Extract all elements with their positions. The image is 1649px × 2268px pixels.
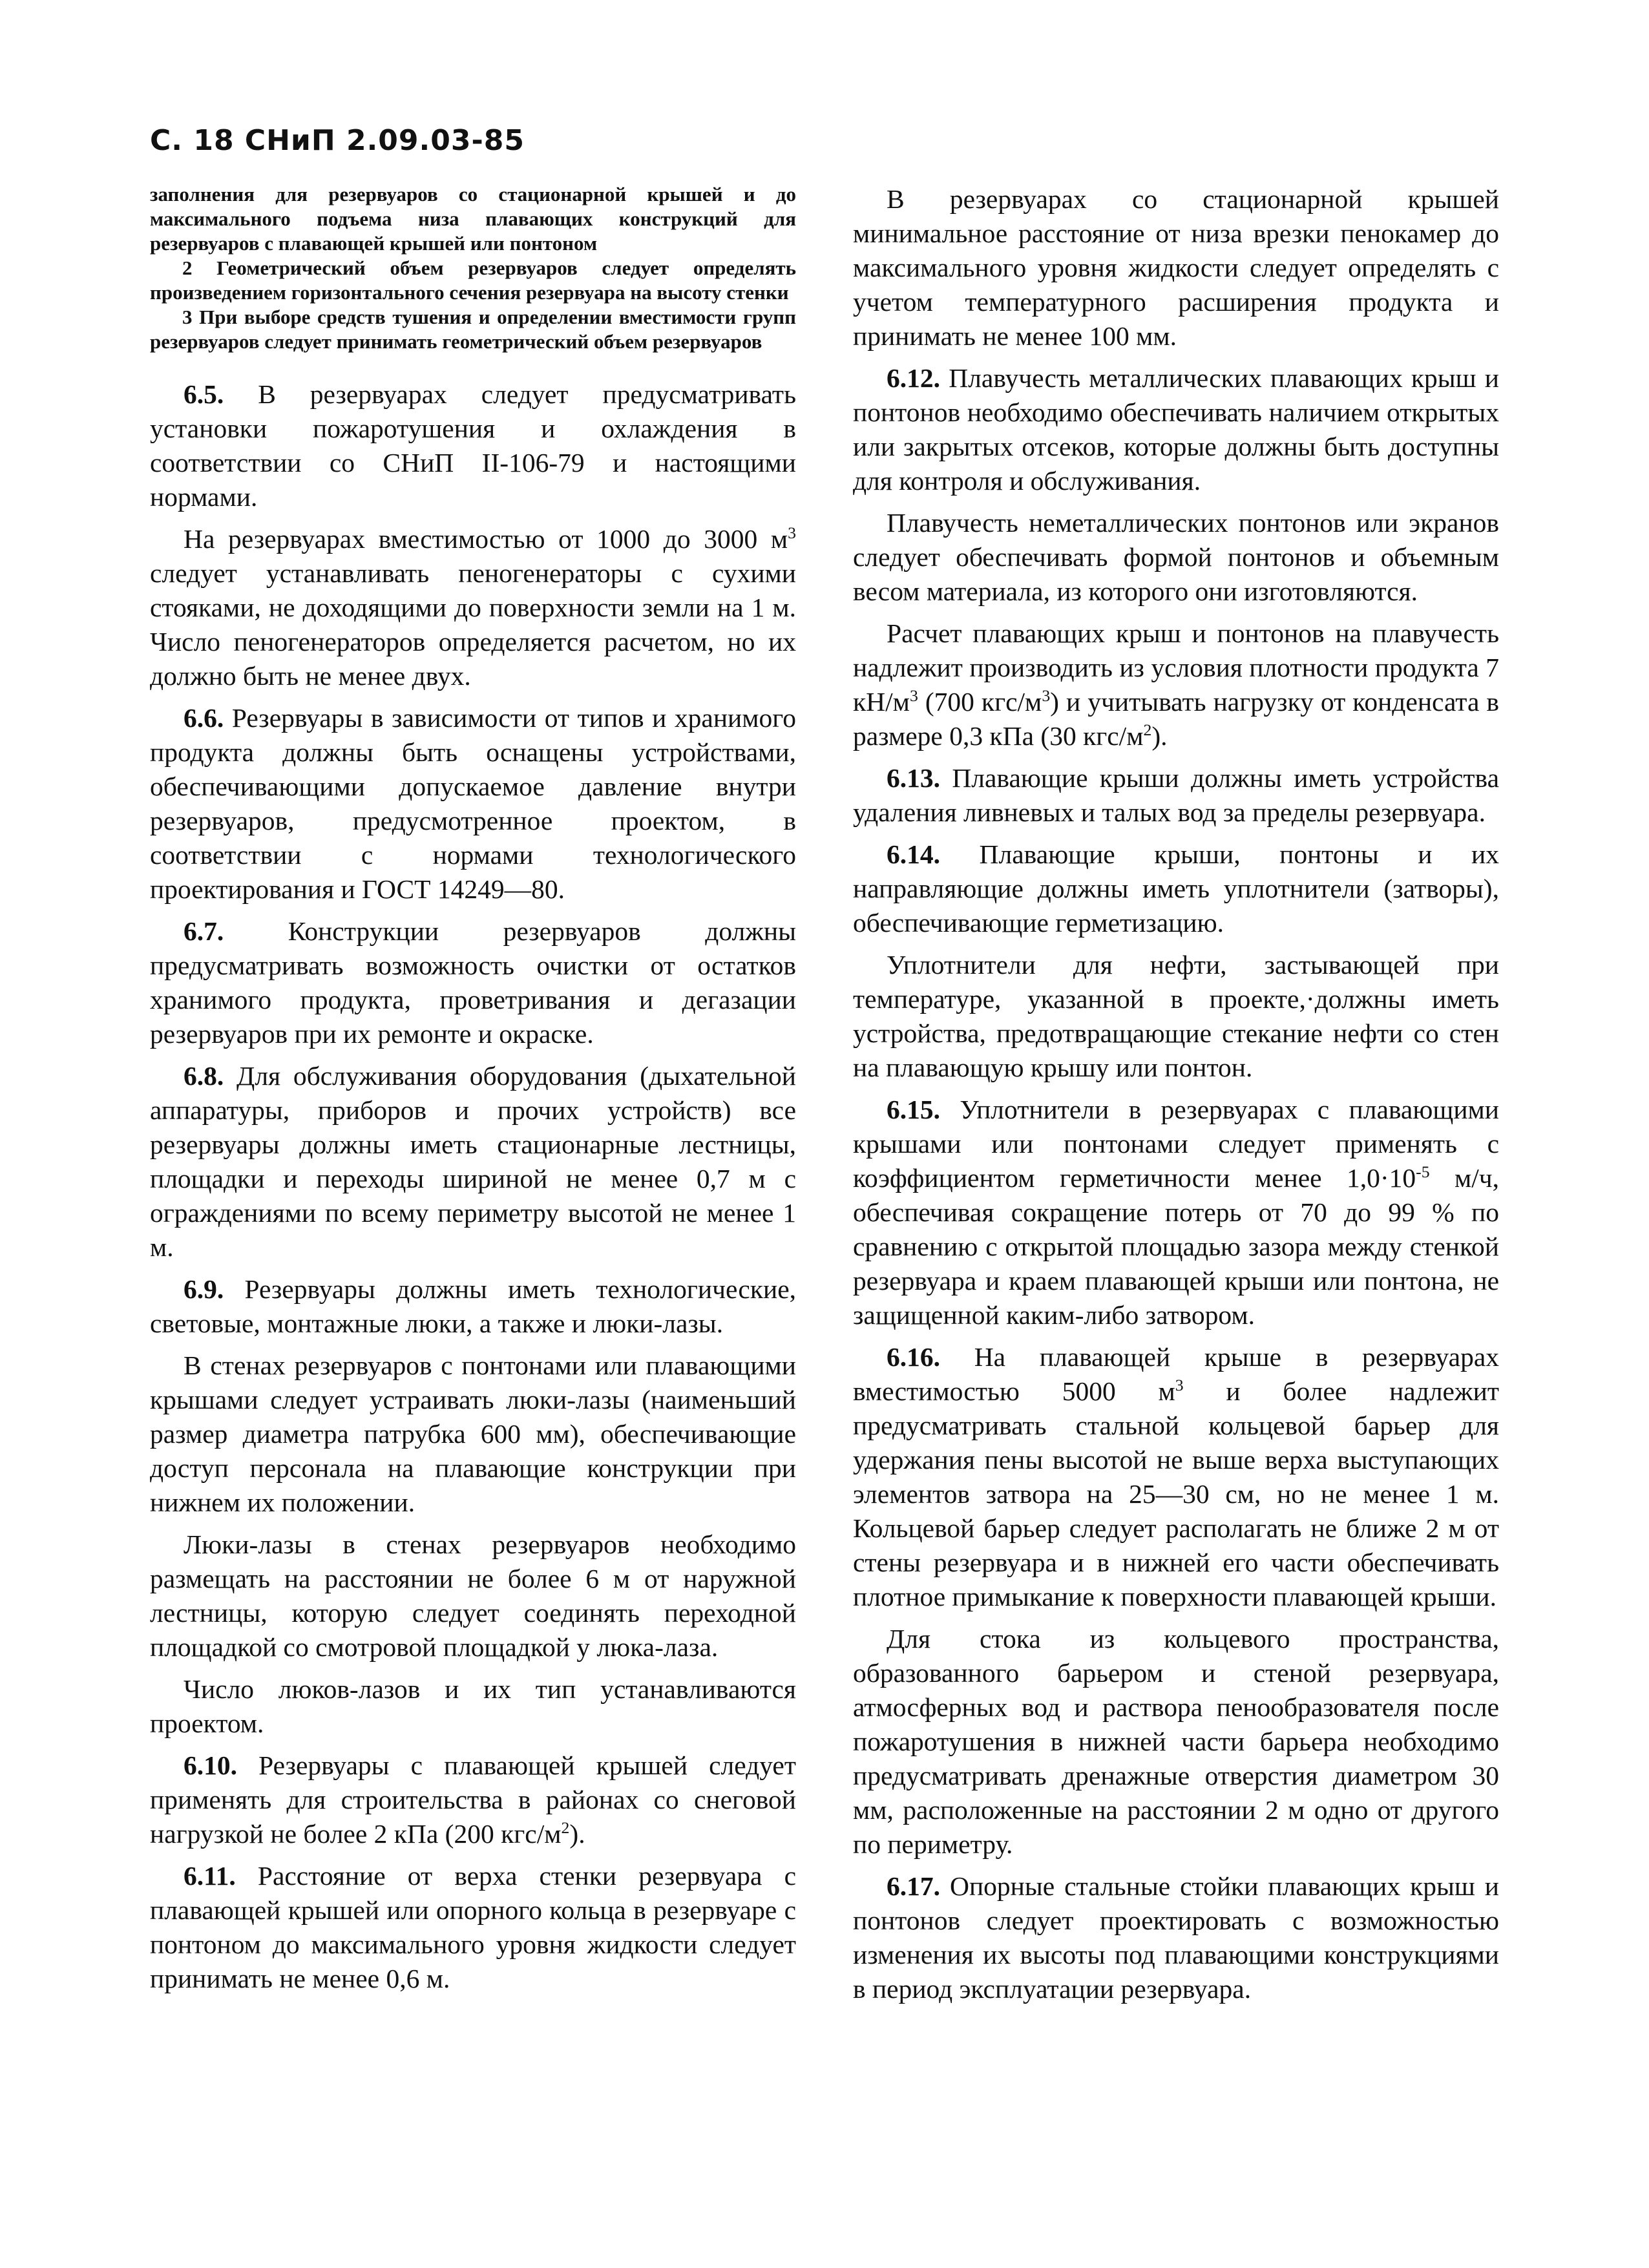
clause-number: 6.16. xyxy=(887,1342,940,1372)
table-notes xyxy=(150,182,796,354)
clause-number: 6.15. xyxy=(887,1095,940,1124)
clause-6-17 xyxy=(853,1869,1499,2006)
clause-text: Опорные стальные стойки плавающих крыш и понтонов следует проектировать с возможностью изменения их высоты под плавающими конструкциями в период эксплуатации резервуара. xyxy=(853,1871,1499,2004)
clause-6-12-calc xyxy=(853,616,1499,753)
clause-6-14-oil: Уплотнители для нефти, застывающей при температуре, указанной в проекте,·должны иметь устройства, предотвращающие стекание нефти со стен на плавающую крышу или понтон. xyxy=(853,950,1499,1082)
clause-number: 6.8. xyxy=(184,1061,224,1091)
clause-6-15 xyxy=(853,1093,1499,1332)
superscript: 3 xyxy=(788,523,796,543)
clause-6-9-placement: Люки-лазы в стенах резервуаров необходимо размещать на расстоянии не более 6 м от наружной лестницы, которую следует соединять переходной площадкой со смотровой площадкой у люка-лаза. xyxy=(150,1529,796,1662)
clause-text: В резервуарах следует предусматривать установки пожаротушения и охлаждения в соответствии со СНиП II-106-79 и настоящими нормами. xyxy=(150,379,796,512)
clause-text: На плавающей крыше в резервуарах вместимостью 5000 м xyxy=(853,1342,1499,1406)
note-2: 2 Геометрический объем резервуаров следует определять произведением горизонтального сечения резервуара на высоту стенки xyxy=(150,257,796,304)
superscript: 3 xyxy=(1042,686,1051,706)
clause-text: Резервуары в зависимости от типов и хранимого продукта должны быть оснащены устройствами, обеспечивающими допускаемое давление внутри резервуаров, предусмотренное проектом, в соответствии с нормами технологического проектирования и ГОСТ 14249—80. xyxy=(150,703,797,904)
clause-6-12-nonmetal: Плавучесть неметаллических понтонов или экранов следует обеспечивать формой понтонов и объемным весом материала, из которого они изготовляются. xyxy=(853,508,1499,606)
clause-number: 6.17. xyxy=(887,1871,940,1901)
clause-6-9-count: Число люков-лазов и их тип устанавливаются проектом. xyxy=(150,1674,796,1738)
clause-text: Резервуары должны иметь технологические, световые, монтажные люки, а также и люки-лазы. xyxy=(150,1274,796,1338)
clause-6-6 xyxy=(150,701,796,907)
clause-text: Плавающие крыши должны иметь устройства удаления ливневых и талых вод за пределы резервуара. xyxy=(853,763,1500,827)
right-column xyxy=(853,182,1499,2014)
clause-number: 6.5. xyxy=(184,379,224,409)
clause-text: (700 кгс/м xyxy=(918,687,1042,717)
clause-number: 6.9. xyxy=(184,1274,224,1304)
clause-text: Расстояние от верха стенки резервуара с плавающей крышей или опорного кольца в резервуаре с понтоном до максимального уровня жидкости следует принимать не менее 0,6 м. xyxy=(150,1861,797,1993)
clause-6-9 xyxy=(150,1272,796,1341)
clause-6-7 xyxy=(150,914,796,1051)
clause-number: 6.11. xyxy=(184,1861,236,1891)
clause-6-12 xyxy=(853,361,1499,498)
clause-6-11-fixed-roof: В резервуарах со стационарной крышей минимальное расстояние от низа врезки пенокамер до максимального уровня жидкости следует определять с учетом температурного расширения продукта и принимать не менее 100 мм. xyxy=(853,184,1499,351)
clause-text: Плавающие крыши, понтоны и их направляющие должны иметь уплотнители (затворы), обеспечивающие герметизацию. xyxy=(853,839,1499,938)
clause-number: 6.12. xyxy=(887,363,940,393)
clause-6-10 xyxy=(150,1748,796,1851)
page-header: С. 18 СНиП 2.09.03-85 xyxy=(150,124,525,157)
clause-6-16 xyxy=(853,1340,1499,1614)
clause-6-11 xyxy=(150,1859,796,1996)
clause-text: следует устанавливать пеногенераторы с сухими стояками, не доходящими до поверхности земли на 1 м. Число пеногенераторов определяется расчетом, но их должно быть не менее двух. xyxy=(150,558,796,691)
clause-text: ). xyxy=(1151,721,1168,751)
superscript: 3 xyxy=(909,686,918,706)
clause-text: На резервуарах вместимостью от 1000 до 3000 м xyxy=(184,524,788,554)
superscript: 2 xyxy=(1143,720,1152,740)
clause-number: 6.10. xyxy=(184,1750,237,1780)
clause-text: ) и учитывать нагрузку от конденсата в размере 0,3 кПа (30 кгс/м xyxy=(853,687,1499,751)
superscript: 3 xyxy=(1175,1376,1184,1395)
clause-text: Расчет плавающих крыш и понтонов на плавучесть надлежит производить из условия плотности продукта 7 кН/м xyxy=(853,618,1499,717)
clause-number: 6.13. xyxy=(887,763,940,793)
clause-6-14 xyxy=(853,837,1499,940)
clause-text: Плавучесть металлических плавающих крыш и понтонов необходимо обеспечивать наличием открытых или закрытых отсеков, которые должны быть доступны для контроля и обслуживания. xyxy=(853,363,1500,496)
clause-text: Конструкции резервуаров должны предусматривать возможность очистки от остатков хранимого продукта, проветривания и дегазации резервуаров при их ремонте и окраске. xyxy=(150,916,796,1049)
superscript: 2 xyxy=(561,1818,570,1838)
note-continuation: заполнения для резервуаров со стационарной крышей и до максимального подъема низа плавающих конструкций для резервуаров с плавающей крышей или понтоном xyxy=(150,183,796,255)
clause-6-16-drainage: Для стока из кольцевого пространства, образованного барьером и стеной резервуара, атмосферных вод и раствора пенообразователя после пожаротушения в нижней части барьера необходимо предусматривать дренажные отверстия диаметром 30 мм, расположенные на расстоянии 2 м одно от другого по периметру. xyxy=(853,1624,1499,1859)
clause-text: Уплотнители в резервуарах с плавающими крышами или понтонами следует применять с коэффициентом герметичности менее 1,0·10 xyxy=(853,1095,1499,1193)
superscript: -5 xyxy=(1416,1162,1430,1182)
note-3: 3 При выборе средств тушения и определении вместимости групп резервуаров следует принимать геометрический объем резервуаров xyxy=(150,306,796,353)
clause-6-5 xyxy=(150,377,796,514)
clause-text: и более надлежит предусматривать стальной кольцевой барьер для удержания пены высотой не выше верха выступающих элементов затвора на 25—30 см, но не менее 1 м. Кольцевой барьер следует располагать не ближе 2 м от стены резервуара и в нижней его части обеспечивать плотное примыкание к поверхности плавающей крыши. xyxy=(853,1376,1499,1612)
clause-text: Для обслуживания оборудования (дыхательной аппаратуры, приборов и прочих устройств) все резервуары должны иметь стационарные лестницы, площадки и переходы шириной не менее 0,7 м с ограждениями по всему периметру высотой не менее 1 м. xyxy=(150,1061,796,1262)
clause-text: Резервуары с плавающей крышей следует применять для строительства в районах со снеговой нагрузкой не более 2 кПа (200 кгс/м xyxy=(150,1750,796,1849)
clause-6-13 xyxy=(853,761,1499,830)
clause-number: 6.6. xyxy=(184,703,224,733)
clause-6-9-walls: В стенах резервуаров с понтонами или плавающими крышами следует устраивать люки-лазы (наименьший размер диаметра патрубка 600 мм), обеспечивающие доступ персонала на плавающие конструкции при нижнем их положении. xyxy=(150,1350,796,1517)
clause-number: 6.14. xyxy=(887,839,940,869)
clause-6-5-foam xyxy=(150,522,796,693)
left-column xyxy=(150,182,796,2004)
clause-text: м/ч, обеспечивая сокращение потерь от 70 до 99 % по сравнению с открытой площадью зазора между стенкой резервуара и краем плавающей крыши или понтона, не защищенной каким-либо затвором. xyxy=(853,1163,1499,1330)
clause-number: 6.7. xyxy=(184,916,224,946)
clause-6-8 xyxy=(150,1059,796,1265)
clause-text: ). xyxy=(569,1819,585,1849)
